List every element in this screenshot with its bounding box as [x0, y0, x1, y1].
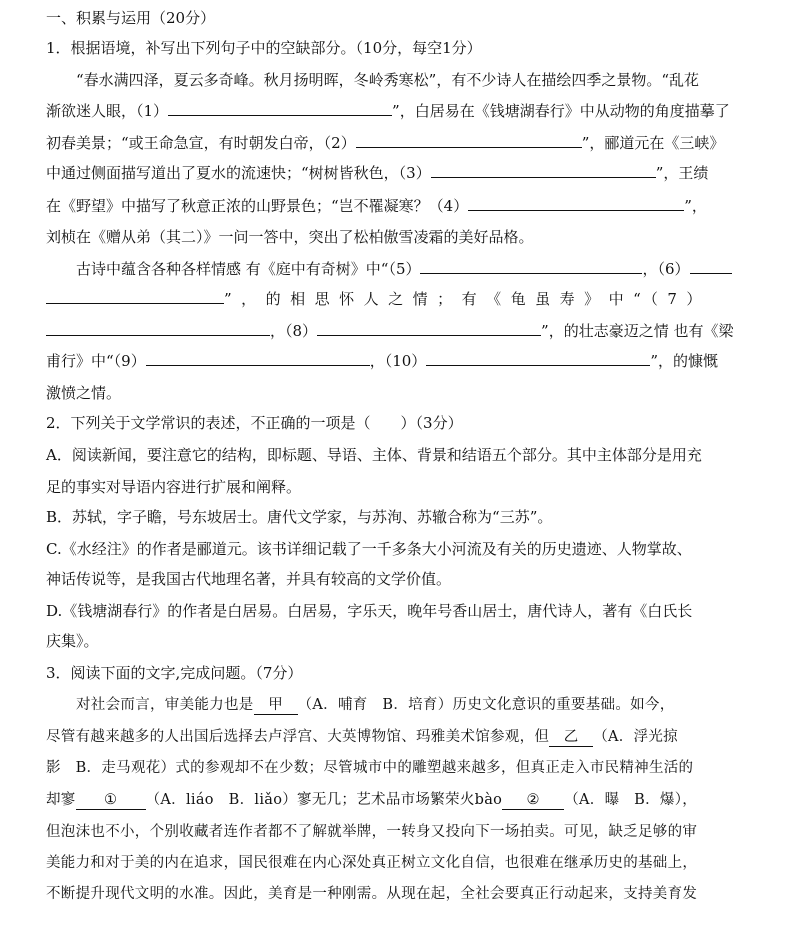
answer-blank-6b[interactable] — [46, 288, 224, 304]
answer-blank-5[interactable] — [420, 258, 642, 274]
blank-yi[interactable]: 乙 — [549, 728, 593, 747]
q3-passage-line1: 对社会而言，审美能力也是 甲 （A．哺育 B．培育）历史文化意识的重要基础。如今， — [76, 697, 675, 713]
answer-blank-9[interactable] — [146, 350, 370, 366]
q2-option-c-line1: C.《水经注》的作者是郦道元。该书详细记载了一千多条大小河流及有关的历史遗迹、人物掌故、 — [46, 540, 692, 558]
q2-option-a-line2: 足的事实对导语内容进行扩展和阐释。 — [46, 478, 302, 496]
q3-passage-line2: 尽管有越来越多的人出国后选择去卢浮宫、大英博物馆、玛雅美术馆参观，但 乙 （A．浮光掠 — [46, 729, 678, 745]
q1-p1-line3: 初春美景；“或王命急宣，有时朝发白帝，（2） ”，郦道元在《三峡》 — [46, 134, 725, 152]
q3-passage-line5: 但泡沫也不小，个别收藏者连作者都不了解就举牌，一转身又投向下一场拍卖。可见，缺乏足够的审 — [46, 824, 698, 840]
q1-p1-line4: 中通过侧面描写道出了夏水的流速快；“树树皆秋色，（3） ”，王绩 — [46, 164, 709, 182]
answer-blank-2[interactable] — [356, 132, 582, 148]
section-title: 一、积累与运用（20分） — [46, 9, 216, 27]
q2-stem: 2．下列关于文学常识的表述，不正确的一项是（ ）（3分） — [46, 414, 463, 432]
q2-option-c-line2: 神话传说等，是我国古代地理名著，并具有较高的文学价值。 — [46, 570, 452, 588]
answer-blank-3[interactable] — [431, 162, 656, 178]
q1-p1-line6: 刘桢在《赠从弟（其二）》一问一答中，突出了松柏傲雪凌霜的美好品格。 — [46, 228, 534, 246]
q3-stem: 3．阅读下面的文字,完成问题。（7分） — [46, 664, 303, 682]
q3-passage-line7: 不断提升现代文明的水准。因此，美育是一种刚需。从现在起，全社会要真正行动起来，支持美育发 — [46, 886, 698, 902]
q2-option-d-line1: D.《钱塘湖春行》的作者是白居易。白居易，字乐天，晚年号香山居士，唐代诗人，著有《白氏长 — [46, 602, 693, 620]
answer-blank-10[interactable] — [426, 350, 650, 366]
q1-p2-line4: 甫行》中“（9） ，（10） ”，的慷慨 — [46, 352, 718, 370]
q1-stem: 1．根据语境，补写出下列句子中的空缺部分。（10分，每空1分） — [46, 39, 482, 57]
q3-passage-line4: 却寥 ① （A．liáo B．liǎo）寥无几；艺术品市场繁荣火bào ② （A．曝 B．爆）， — [46, 792, 698, 808]
blank-2[interactable]: ② — [502, 791, 564, 810]
q3-passage-line6: 美能力和对于美的内在追求，国民很难在内心深处真正树立文化自信，也很难在继承历史的基础上， — [46, 855, 698, 871]
q1-p1-line1: “春水满四泽，夏云多奇峰。秋月扬明晖，冬岭秀寒松”，有不少诗人在描绘四季之景物。“乱花 — [76, 71, 700, 89]
blank-jia[interactable]: 甲 — [254, 696, 298, 715]
q1-p2-line3: ，（8） ”，的壮志豪迈之情 也有《梁 — [46, 320, 756, 342]
q2-option-b: B．苏轼，字子瞻，号东坡居士。唐代文学家，与苏洵、苏辙合称为“三苏”。 — [46, 508, 553, 526]
q2-option-d-line2: 庆集》。 — [46, 632, 99, 650]
answer-blank-7[interactable] — [46, 320, 270, 336]
answer-blank-8[interactable] — [317, 320, 541, 336]
answer-blank-1[interactable] — [168, 100, 392, 116]
blank-1[interactable]: ① — [76, 791, 146, 810]
q1-p2-line1: 古诗中蕴含各种各样情感 有《庭中有奇树》中“（5） ，（6） — [76, 258, 756, 280]
q3-passage-line3: 影 B．走马观花）式的参观却不在少数；尽管城市中的雕塑越来越多，但真正走入市民精神生活的 — [46, 760, 694, 776]
q1-p1-line5: 在《野望》中描写了秋意正浓的山野景色；“岂不罹凝寒？（4） ”， — [46, 197, 707, 215]
q1-p2-line5: 激愤之情。 — [46, 384, 122, 402]
q1-p1-line2: 渐欲迷人眼，（1） ”，白居易在《钱塘湖春行》中从动物的角度描摹了 — [46, 102, 730, 120]
answer-blank-6a[interactable] — [690, 258, 732, 274]
q1-p2-line2: ”，的相思怀人之情；有《龟虽寿》中“（7） — [46, 288, 756, 310]
q2-option-a-line1: A．阅读新闻，要注意它的结构，即标题、导语、主体、背景和结语五个部分。其中主体部分是用充 — [46, 446, 702, 464]
answer-blank-4[interactable] — [468, 195, 684, 211]
